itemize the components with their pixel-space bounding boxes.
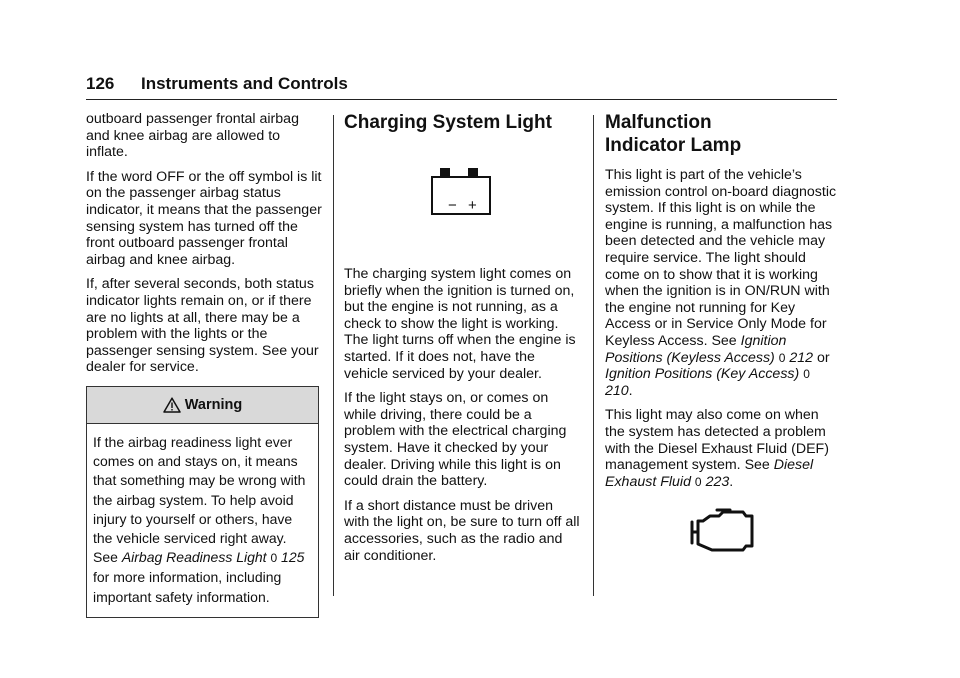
page-ref-arrow-icon: 0: [803, 367, 810, 382]
paragraph: If the light stays on, or comes on while driving, there could be a problem with the electrical charging system. Have it checked by your dealer. Driving while this light is on could drain the battery.: [344, 390, 567, 490]
column-divider: [333, 115, 334, 596]
warning-text: [93, 433, 312, 607]
text: .: [628, 382, 633, 399]
column-right: [605, 111, 841, 498]
section-heading: Charging System Light: [344, 112, 552, 133]
page-ref-arrow-icon: 0: [694, 474, 702, 489]
battery-icon-area: [344, 134, 582, 266]
warning-text-part: If the airbag readiness light ever comes on and stays on, it means that something may be wrong with the airbag system. To help avoid injury to yourself or others, have the vehicle serviced right away. See: [93, 433, 306, 566]
text: This light may also come on when the system has detected a problem with the Diesel Exhaust Fluid (DEF) management system. See: [605, 407, 829, 474]
column-divider: [593, 115, 594, 596]
battery-icon: [428, 166, 494, 216]
page-number: 126: [86, 74, 115, 93]
text: .: [729, 473, 734, 490]
section-title: Instruments and Controls: [141, 74, 348, 93]
xref-page[interactable]: 212: [789, 349, 814, 366]
column-middle: [344, 111, 582, 572]
xref-link[interactable]: Diesel Exhaust Fluid: [605, 457, 814, 490]
warning-box: [86, 386, 319, 618]
paragraph: If the word OFF or the off symbol is lit on the passenger airbag status indicator, it means that the passenger sensing system has turned off the front outboard passenger frontal airbag and knee airbag.: [86, 168, 322, 268]
battery-minus: −: [448, 197, 457, 214]
column-left: [86, 111, 322, 618]
paragraph: outboard passenger frontal airbag and knee airbag are allowed to inflate.: [86, 111, 299, 161]
xref-link[interactable]: Airbag Readiness Light: [121, 549, 267, 566]
xref-link[interactable]: Ignition Positions (Keyless Access): [605, 332, 787, 366]
page-ref-arrow-icon: 0: [270, 551, 278, 566]
warning-title: Warning: [184, 396, 243, 413]
xref-link[interactable]: Ignition Positions (Key Access): [605, 366, 800, 383]
xref-page[interactable]: 125: [281, 549, 305, 566]
paragraph: [605, 407, 841, 490]
engine-icon: [688, 507, 756, 553]
warning-body: [87, 424, 318, 617]
text: or: [813, 349, 830, 366]
xref-page[interactable]: 210: [605, 382, 629, 399]
warning-text-part: for more information, including important safety information.: [93, 569, 282, 605]
section-heading: Malfunction Indicator Lamp: [605, 112, 742, 156]
warning-triangle-icon: [163, 397, 181, 413]
paragraph: If, after several seconds, both status indicator lights remain on, or if there are no lights at all, there may be a problem with the lights or the passenger sensing system. See your dealer for service.: [86, 276, 319, 376]
text: This light is part of the vehicle’s emission control on-board diagnostic system. If this light is on while the engine is running, a malfunction has been detected and the vehicle may require service. The light should come on to show that it is working when the ignition is in ON/RUN with the engine not running for Key Access or in Service Only Mode for Keyless Access. See: [605, 167, 837, 349]
paragraph: If a short distance must be driven with the light on, be sure to turn off all accessories, such as the radio and air conditioner.: [344, 497, 580, 564]
page-ref-arrow-icon: 0: [778, 350, 786, 365]
warning-header: [87, 387, 318, 424]
battery-plus: +: [468, 197, 477, 214]
xref-page[interactable]: 223: [705, 473, 730, 490]
page-header: [86, 71, 837, 100]
paragraph: The charging system light comes on briefly when the ignition is turned on, but the engine is not running, as a check to show the light is working. The light turns off when the engine is started. If it does not, have the vehicle serviced by your dealer.: [344, 266, 576, 382]
paragraph: [605, 167, 841, 399]
